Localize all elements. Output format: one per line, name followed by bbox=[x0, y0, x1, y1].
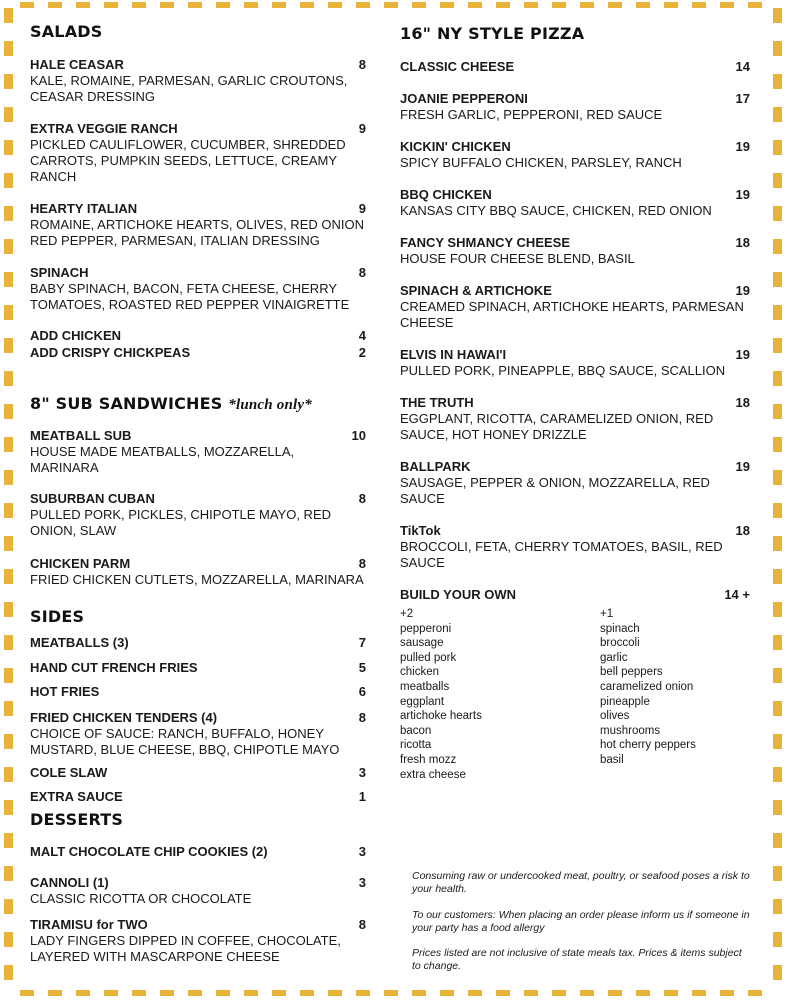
border-dash bbox=[773, 371, 782, 386]
disclaimer-allergy: To our customers: When placing an order please inform us if someone in your party has a food allergy bbox=[412, 909, 750, 934]
border-dash bbox=[412, 2, 426, 8]
item-name: BBQ CHICKEN bbox=[400, 187, 492, 202]
topping-item: basil bbox=[600, 753, 624, 766]
border-dash bbox=[4, 602, 13, 617]
border-dash bbox=[4, 338, 13, 353]
border-dash bbox=[773, 305, 782, 320]
border-dash bbox=[4, 305, 13, 320]
border-dash bbox=[4, 74, 13, 89]
border-dash bbox=[4, 965, 13, 980]
menu-item bbox=[30, 428, 366, 476]
border-dash bbox=[412, 990, 426, 996]
topping-item: eggplant bbox=[400, 695, 445, 708]
item-name: FANCY SHMANCY CHEESE bbox=[400, 235, 570, 250]
topping-item: garlic bbox=[600, 651, 628, 664]
border-dash bbox=[664, 2, 678, 8]
topping-item: pulled pork bbox=[400, 651, 457, 664]
border-dash bbox=[4, 734, 13, 749]
border-dash bbox=[4, 173, 13, 188]
byo-title: BUILD YOUR OWN bbox=[400, 587, 517, 602]
border-dash bbox=[773, 140, 782, 155]
item-price: 10 bbox=[351, 428, 366, 443]
topping-item: mushrooms bbox=[600, 724, 661, 737]
salads-heading: SALADS bbox=[30, 22, 103, 41]
menu-item bbox=[30, 635, 366, 651]
item-price: 18 bbox=[735, 523, 750, 538]
item-name: CANNOLI (1) bbox=[30, 875, 109, 890]
border-dash bbox=[580, 990, 594, 996]
item-description: HOUSE MADE MEATBALLS, MOZZARELLA, MARINARA bbox=[30, 444, 295, 475]
item-price: 8 bbox=[358, 556, 366, 571]
border-dash bbox=[773, 404, 782, 419]
topping-item: bacon bbox=[400, 724, 432, 737]
border-dash bbox=[20, 990, 34, 996]
menu-item bbox=[400, 395, 750, 443]
byo-toppings-plus1 bbox=[600, 607, 696, 768]
item-price: 2 bbox=[358, 345, 366, 360]
border-dash bbox=[608, 990, 622, 996]
border-dash bbox=[773, 866, 782, 881]
border-dash bbox=[4, 206, 13, 221]
topping-item: fresh mozz bbox=[400, 753, 457, 766]
border-dash bbox=[773, 239, 782, 254]
item-name: SUBURBAN CUBAN bbox=[30, 491, 155, 506]
menu-item bbox=[30, 660, 366, 676]
item-description: CLASSIC RICOTTA OR CHOCOLATE bbox=[30, 891, 252, 906]
border-dash bbox=[720, 2, 734, 8]
menu-item bbox=[30, 57, 366, 105]
border-dash bbox=[773, 272, 782, 287]
border-dash bbox=[773, 833, 782, 848]
border-dash bbox=[773, 206, 782, 221]
border-dash bbox=[4, 371, 13, 386]
border-dash bbox=[580, 2, 594, 8]
item-price: 9 bbox=[358, 201, 366, 216]
subs-heading bbox=[30, 394, 312, 414]
border-dash bbox=[272, 2, 286, 8]
item-name: ELVIS IN HAWAI'I bbox=[400, 347, 507, 362]
border-dash bbox=[4, 833, 13, 848]
item-description: EGGPLANT, RICOTTA, CARAMELIZED ONION, RED SAUCE, HOT HONEY DRIZZLE bbox=[400, 411, 714, 442]
border-dash bbox=[216, 990, 230, 996]
border-dash bbox=[300, 2, 314, 8]
topping-item: sausage bbox=[400, 637, 444, 650]
item-name: MEATBALL SUB bbox=[30, 428, 132, 443]
topping-item: ricotta bbox=[400, 739, 432, 752]
item-name: ADD CHICKEN bbox=[30, 328, 121, 343]
border-dash bbox=[773, 569, 782, 584]
border-dash bbox=[384, 2, 398, 8]
item-price: 9 bbox=[358, 121, 366, 136]
border-dash bbox=[76, 990, 90, 996]
border-dash bbox=[524, 990, 538, 996]
border-dash bbox=[4, 767, 13, 782]
item-name: HALE CEASAR bbox=[30, 57, 124, 72]
border-dash bbox=[48, 990, 62, 996]
menu-item bbox=[30, 684, 366, 700]
item-price: 19 bbox=[735, 347, 750, 362]
menu-item bbox=[30, 121, 366, 185]
menu-item bbox=[30, 844, 366, 860]
border-dash bbox=[496, 2, 510, 8]
item-name: TIRAMISU for TWO bbox=[30, 917, 148, 932]
item-name: SPINACH bbox=[30, 265, 89, 280]
byo-price: 14 + bbox=[724, 587, 750, 602]
item-name: HOT FRIES bbox=[30, 684, 100, 699]
border-dash bbox=[4, 8, 13, 23]
border-dash bbox=[552, 990, 566, 996]
item-description: PULLED PORK, PINEAPPLE, BBQ SAUCE, SCALLION bbox=[400, 363, 726, 378]
byo-header bbox=[400, 587, 750, 603]
topping-item: pepperoni bbox=[400, 622, 452, 635]
border-dash bbox=[4, 800, 13, 815]
topping-item: olives bbox=[600, 710, 630, 723]
item-description: SAUSAGE, PEPPER & ONION, MOZZARELLA, RED SAUCE bbox=[400, 475, 710, 506]
topping-item: pineapple bbox=[600, 695, 650, 708]
item-price: 8 bbox=[358, 265, 366, 280]
border-dash bbox=[773, 503, 782, 518]
item-description: BABY SPINACH, BACON, FETA CHEESE, CHERRY TOMATOES, ROASTED RED PEPPER VINAIGRETTE bbox=[30, 281, 350, 312]
border-dash bbox=[4, 899, 13, 914]
item-name: CHICKEN PARM bbox=[30, 556, 131, 571]
item-name: HAND CUT FRENCH FRIES bbox=[30, 660, 198, 675]
item-price: 8 bbox=[358, 491, 366, 506]
item-price: 17 bbox=[735, 91, 750, 106]
subs-note: *lunch only* bbox=[228, 397, 312, 413]
subs-title: 8" SUB SANDWICHES bbox=[30, 394, 223, 413]
border-dash bbox=[4, 272, 13, 287]
topping-item: artichoke hearts bbox=[400, 710, 482, 723]
item-price: 1 bbox=[358, 789, 366, 804]
item-price: 19 bbox=[735, 187, 750, 202]
border-dash bbox=[4, 635, 13, 650]
border-dash bbox=[692, 2, 706, 8]
border-dash bbox=[188, 990, 202, 996]
border-dash bbox=[4, 932, 13, 947]
border-dash bbox=[4, 437, 13, 452]
item-price: 3 bbox=[358, 875, 366, 890]
border-dash bbox=[720, 990, 734, 996]
border-dash bbox=[244, 990, 258, 996]
border-dash bbox=[132, 990, 146, 996]
menu-item bbox=[30, 265, 366, 313]
border-dash bbox=[356, 990, 370, 996]
border-dash bbox=[748, 2, 762, 8]
menu-item bbox=[400, 187, 750, 219]
item-description: BROCCOLI, FETA, CHERRY TOMATOES, BASIL, RED SAUCE bbox=[400, 539, 723, 570]
border-dash bbox=[160, 2, 174, 8]
menu-item bbox=[30, 491, 366, 539]
border-dash bbox=[4, 41, 13, 56]
border-dash bbox=[4, 107, 13, 122]
item-description: PULLED PORK, PICKLES, CHIPOTLE MAYO, RED ONION, SLAW bbox=[30, 507, 332, 538]
topping-item: +1 bbox=[600, 608, 614, 620]
item-name: MEATBALLS (3) bbox=[30, 635, 129, 650]
item-description: CREAMED SPINACH, ARTICHOKE HEARTS, PARMESAN CHEESE bbox=[400, 299, 744, 330]
item-name: THE TRUTH bbox=[400, 395, 474, 410]
item-name: FRIED CHICKEN TENDERS (4) bbox=[30, 710, 218, 725]
border-dash bbox=[773, 602, 782, 617]
border-dash bbox=[468, 2, 482, 8]
border-dash bbox=[636, 990, 650, 996]
menu-item bbox=[30, 875, 366, 907]
border-dash bbox=[4, 503, 13, 518]
border-dash bbox=[664, 990, 678, 996]
border-dash bbox=[773, 932, 782, 947]
border-dash bbox=[216, 2, 230, 8]
item-name: COLE SLAW bbox=[30, 765, 108, 780]
border-dash bbox=[773, 338, 782, 353]
border-dash bbox=[356, 2, 370, 8]
item-price: 8 bbox=[358, 917, 366, 932]
item-price: 19 bbox=[735, 139, 750, 154]
border-dash bbox=[4, 668, 13, 683]
menu-item bbox=[30, 328, 366, 344]
item-description: LADY FINGERS DIPPED IN COFFEE, CHOCOLATE, LAYERED WITH MASCARPONE CHEESE bbox=[30, 933, 341, 964]
border-dash bbox=[104, 990, 118, 996]
item-price: 8 bbox=[358, 57, 366, 72]
border-dash bbox=[773, 41, 782, 56]
disclaimer-prices: Prices listed are not inclusive of state meals tax. Prices & items subject to change. bbox=[412, 947, 742, 972]
item-price: 4 bbox=[358, 328, 366, 343]
border-dash bbox=[4, 701, 13, 716]
menu-item bbox=[30, 345, 366, 361]
border-dash bbox=[440, 2, 454, 8]
item-name: BALLPARK bbox=[400, 459, 471, 474]
border-dash bbox=[272, 990, 286, 996]
border-dash bbox=[48, 2, 62, 8]
item-description: ROMAINE, ARTICHOKE HEARTS, OLIVES, RED ONION RED PEPPER, PARMESAN, ITALIAN DRESSING bbox=[30, 217, 364, 248]
item-price: 3 bbox=[358, 844, 366, 859]
menu-item bbox=[400, 91, 750, 123]
item-description: HOUSE FOUR CHEESE BLEND, BASIL bbox=[400, 251, 635, 266]
border-dash bbox=[773, 437, 782, 452]
border-dash bbox=[188, 2, 202, 8]
item-price: 18 bbox=[735, 235, 750, 250]
border-dash bbox=[524, 2, 538, 8]
item-price: 6 bbox=[358, 684, 366, 699]
border-dash bbox=[636, 2, 650, 8]
border-dash bbox=[440, 990, 454, 996]
border-dash bbox=[773, 767, 782, 782]
topping-item: meatballs bbox=[400, 680, 450, 693]
border-dash bbox=[773, 701, 782, 716]
border-dash bbox=[384, 990, 398, 996]
item-price: 19 bbox=[735, 283, 750, 298]
item-description: KANSAS CITY BBQ SAUCE, CHICKEN, RED ONION bbox=[400, 203, 712, 218]
menu-item bbox=[400, 459, 750, 507]
item-name: HEARTY ITALIAN bbox=[30, 201, 138, 216]
item-name: EXTRA SAUCE bbox=[30, 789, 123, 804]
border-dash bbox=[4, 569, 13, 584]
border-dash bbox=[160, 990, 174, 996]
item-description: CHOICE OF SAUCE: RANCH, BUFFALO, HONEY MUSTARD, BLUE CHEESE, BBQ, CHIPOTLE MAYO bbox=[30, 726, 340, 757]
menu-item bbox=[400, 235, 750, 267]
border-dash bbox=[773, 800, 782, 815]
menu-item bbox=[400, 139, 750, 171]
border-dash bbox=[328, 2, 342, 8]
item-price: 14 bbox=[735, 59, 750, 74]
topping-item: +2 bbox=[400, 608, 414, 620]
border-dash bbox=[692, 990, 706, 996]
border-dash bbox=[76, 2, 90, 8]
item-name: CLASSIC CHEESE bbox=[400, 59, 515, 74]
desserts-heading: DESSERTS bbox=[30, 810, 124, 829]
border-dash bbox=[773, 107, 782, 122]
item-description: FRESH GARLIC, PEPPERONI, RED SAUCE bbox=[400, 107, 663, 122]
border-dash bbox=[773, 470, 782, 485]
border-dash bbox=[496, 990, 510, 996]
border-dash bbox=[4, 536, 13, 551]
topping-item: bell peppers bbox=[600, 666, 663, 679]
item-name: MALT CHOCOLATE CHIP COOKIES (2) bbox=[30, 844, 268, 859]
border-dash bbox=[773, 8, 782, 23]
pizza-heading: 16" NY STYLE PIZZA bbox=[400, 24, 585, 43]
item-price: 18 bbox=[735, 395, 750, 410]
border-dash bbox=[4, 239, 13, 254]
border-dash bbox=[300, 990, 314, 996]
border-dash bbox=[773, 74, 782, 89]
border-dash bbox=[132, 2, 146, 8]
topping-item: extra cheese bbox=[400, 768, 466, 781]
border-dash bbox=[748, 990, 762, 996]
menu-item bbox=[400, 59, 750, 75]
item-name: EXTRA VEGGIE RANCH bbox=[30, 121, 178, 136]
border-dash bbox=[773, 635, 782, 650]
item-price: 8 bbox=[358, 710, 366, 725]
border-dash bbox=[4, 404, 13, 419]
border-dash bbox=[328, 990, 342, 996]
menu-item bbox=[30, 917, 366, 965]
item-name: JOANIE PEPPERONI bbox=[400, 91, 528, 106]
item-name: KICKIN' CHICKEN bbox=[400, 139, 511, 154]
item-price: 3 bbox=[358, 765, 366, 780]
border-dash bbox=[4, 866, 13, 881]
border-dash bbox=[552, 2, 566, 8]
byo-toppings-plus2 bbox=[400, 607, 482, 782]
item-description: KALE, ROMAINE, PARMESAN, GARLIC CROUTONS, CEASAR DRESSING bbox=[30, 73, 348, 104]
border-dash bbox=[608, 2, 622, 8]
border-dash bbox=[773, 668, 782, 683]
topping-item: caramelized onion bbox=[600, 680, 694, 693]
item-name: SPINACH & ARTICHOKE bbox=[400, 283, 552, 298]
border-dash bbox=[773, 734, 782, 749]
item-description: PICKLED CAULIFLOWER, CUCUMBER, SHREDDED CARROTS, PUMPKIN SEEDS, LETTUCE, CREAMY RANCH bbox=[30, 137, 346, 184]
topping-item: chicken bbox=[400, 666, 439, 679]
menu-item bbox=[30, 201, 366, 249]
item-description: SPICY BUFFALO CHICKEN, PARSLEY, RANCH bbox=[400, 155, 682, 170]
menu-item bbox=[30, 789, 366, 805]
border-dash bbox=[4, 140, 13, 155]
item-price: 19 bbox=[735, 459, 750, 474]
menu-item bbox=[30, 556, 366, 588]
topping-item: broccoli bbox=[600, 637, 640, 650]
menu-item bbox=[30, 710, 366, 758]
border-dash bbox=[468, 990, 482, 996]
border-dash bbox=[773, 899, 782, 914]
item-price: 5 bbox=[358, 660, 366, 675]
border-dash bbox=[4, 470, 13, 485]
topping-item: spinach bbox=[600, 622, 640, 635]
menu-item bbox=[400, 347, 750, 379]
item-price: 7 bbox=[358, 635, 366, 650]
disclaimer-raw: Consuming raw or undercooked meat, poultry, or seafood poses a risk to your health. bbox=[412, 870, 750, 895]
menu-item bbox=[400, 283, 750, 331]
border-dash bbox=[104, 2, 118, 8]
sides-heading: SIDES bbox=[30, 607, 85, 626]
border-dash bbox=[773, 536, 782, 551]
border-dash bbox=[773, 173, 782, 188]
border-dash bbox=[773, 965, 782, 980]
item-name: ADD CRISPY CHICKPEAS bbox=[30, 345, 191, 360]
border-dash bbox=[244, 2, 258, 8]
topping-item: hot cherry peppers bbox=[600, 739, 696, 752]
menu-item bbox=[30, 765, 366, 781]
item-name: TikTok bbox=[400, 523, 441, 538]
item-description: FRIED CHICKEN CUTLETS, MOZZARELLA, MARINARA bbox=[30, 572, 364, 587]
menu-item bbox=[400, 523, 750, 571]
border-dash bbox=[20, 2, 34, 8]
